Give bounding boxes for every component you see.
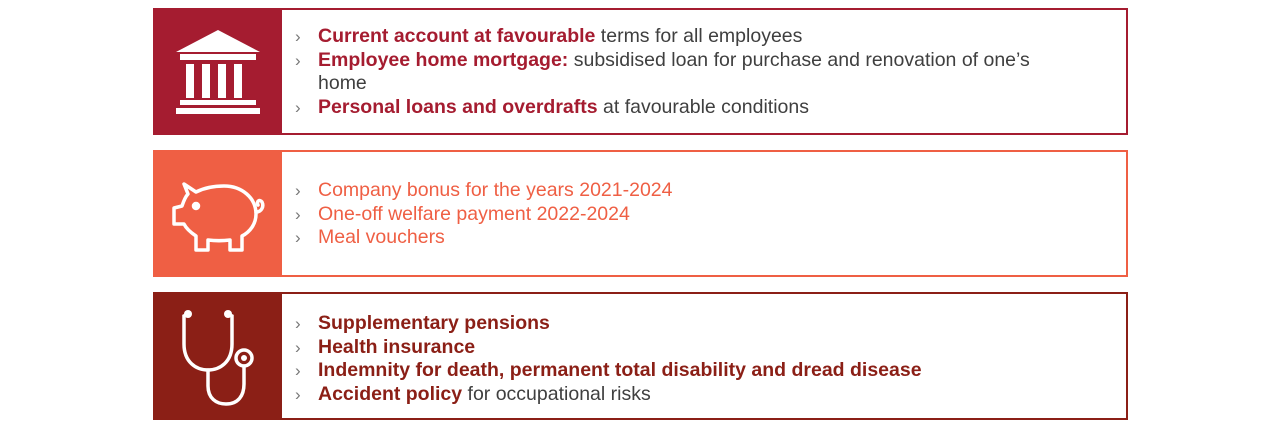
list-item: › Supplementary pensions [295, 312, 550, 334]
banking-benefits-card [153, 8, 1128, 135]
bonus-benefits-list [295, 179, 1076, 250]
health-benefits-card [153, 292, 1128, 420]
list-item: › Accident policy for occupational risks [295, 382, 651, 405]
bonus-benefits-card [153, 150, 1128, 277]
list-item: › Company bonus for the years 2021-2024 [295, 179, 673, 201]
list-item: › Meal vouchers [295, 226, 445, 248]
piggy-bank-icon [166, 172, 270, 256]
list-item: › Indemnity for death, permanent total disability and dread disease [295, 359, 922, 381]
banking-benefits-list [295, 25, 1076, 119]
bank-icon [170, 24, 266, 120]
list-item: › Current account at favourable terms for all employees [295, 25, 803, 47]
list-item: › Health insurance [295, 335, 476, 358]
health-benefits-list [295, 312, 1076, 406]
piggy-bank-icon-box [153, 150, 282, 277]
stethoscope-icon [168, 304, 268, 408]
stethoscope-icon-box [153, 292, 282, 420]
list-item: › Employee home mortgage: subsidised loan for purchase and renovation of one’s home [295, 48, 1030, 94]
bank-icon-box [153, 8, 282, 135]
list-item: › One-off welfare payment 2022-2024 [295, 202, 630, 225]
list-item: › Personal loans and overdrafts at favourable conditions [295, 95, 809, 118]
